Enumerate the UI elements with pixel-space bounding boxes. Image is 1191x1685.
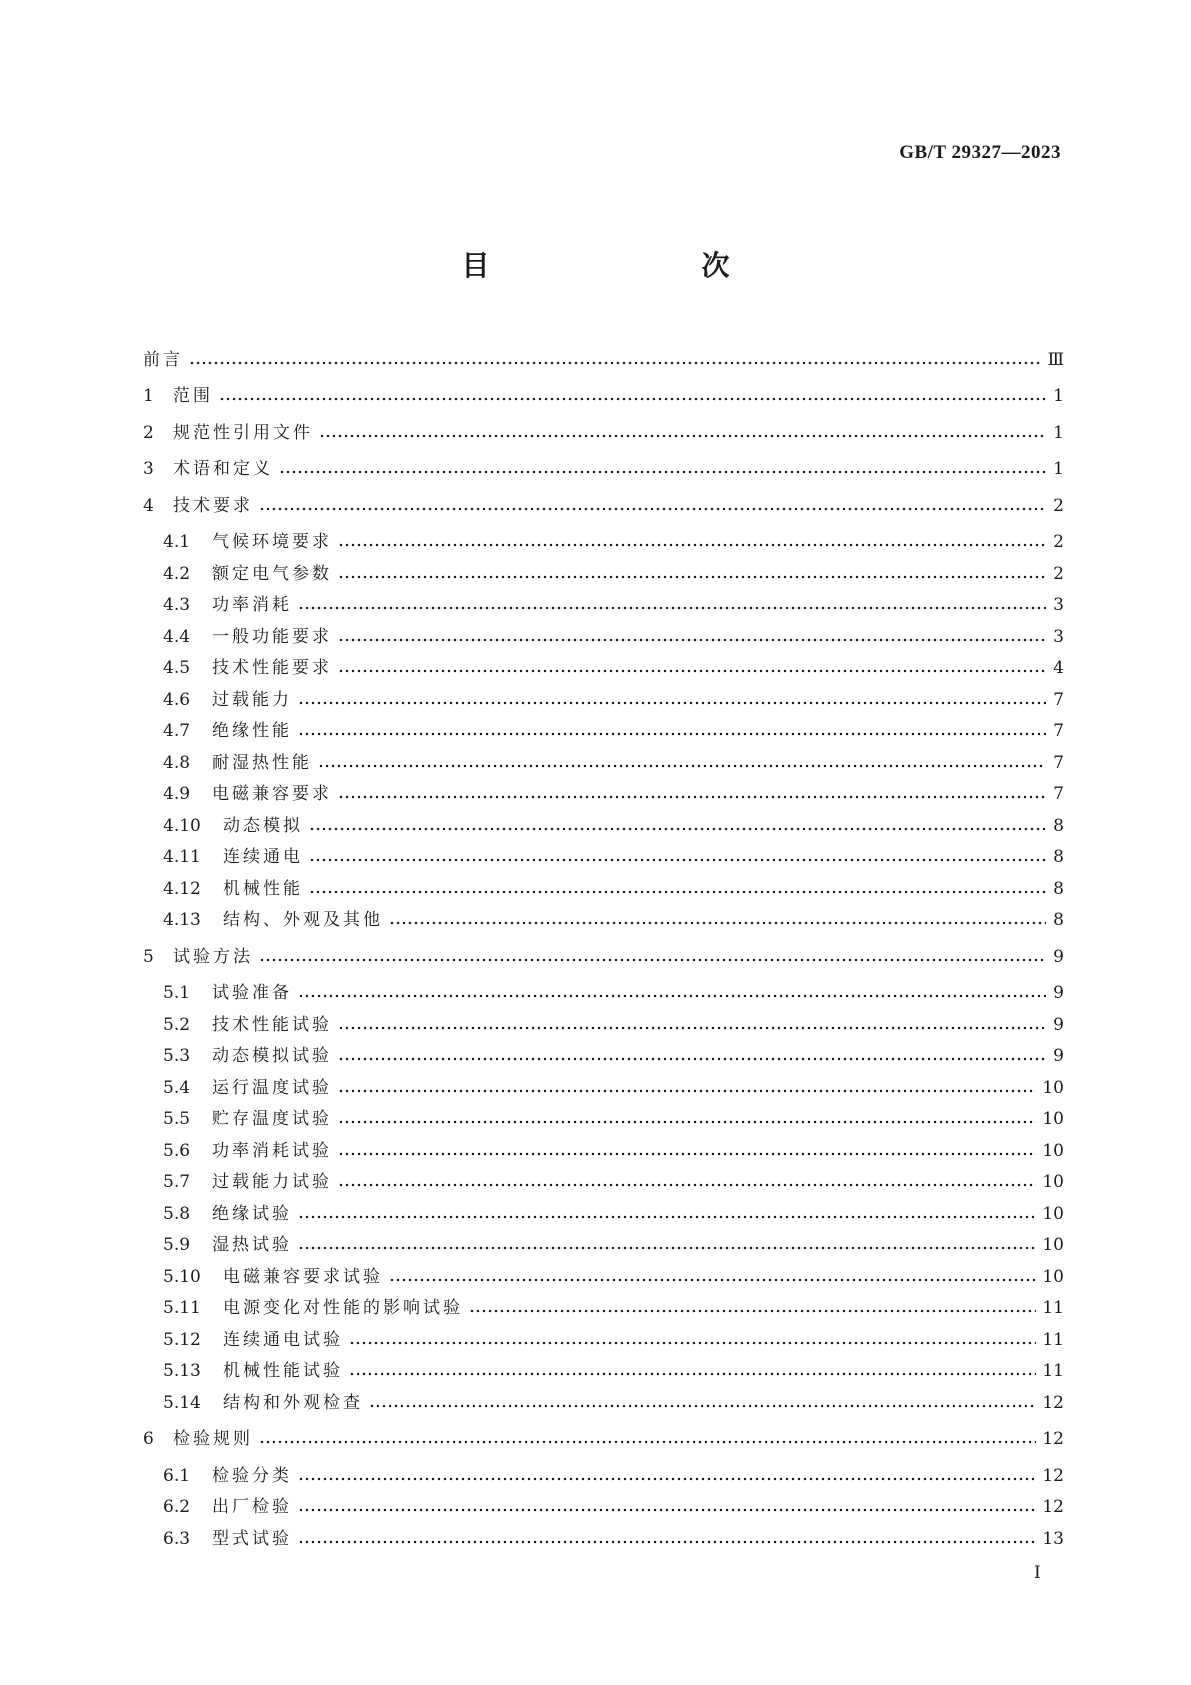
toc-entry[interactable]: [143, 836, 1064, 868]
toc-entry-page: 10: [1042, 1203, 1064, 1224]
toc-entry-number: 5: [143, 946, 154, 967]
toc-entry-title: 动态模拟试验: [212, 1046, 332, 1066]
toc-entry-page: 3: [1053, 595, 1064, 615]
dot-leader: [298, 606, 1046, 610]
toc-entry-number: 5.1: [163, 983, 191, 1003]
toc-entry[interactable]: [143, 1098, 1064, 1130]
toc-entry[interactable]: [143, 1255, 1064, 1287]
toc-entry-number: 4.8: [163, 752, 191, 773]
toc-entry-title: 运行温度试验: [212, 1077, 332, 1098]
toc-list: [143, 338, 1064, 1549]
toc-entry[interactable]: [143, 375, 1064, 407]
toc-title: 目 次: [461, 249, 782, 282]
toc-entry-number: 5.5: [163, 1109, 191, 1129]
toc-entry-number: 6.1: [163, 1465, 191, 1486]
toc-entry-number: 5.12: [163, 1329, 201, 1350]
toc-entry-title: 气候环境要求: [212, 532, 332, 552]
toc-entry-page: 9: [1053, 1046, 1064, 1066]
toc-entry[interactable]: [143, 1035, 1064, 1067]
toc-entry-number: 5.14: [163, 1392, 201, 1413]
dot-leader: [309, 827, 1046, 831]
toc-entry-number: 6.2: [163, 1497, 191, 1517]
toc-entry-page: 3: [1053, 626, 1064, 647]
dot-leader: [338, 1089, 1036, 1093]
toc-entry-number: 3: [143, 459, 154, 479]
toc-entry[interactable]: [143, 552, 1064, 584]
toc-entry[interactable]: [143, 935, 1064, 967]
toc-entry-number: 2: [143, 422, 154, 443]
toc-entry-number: 4.2: [163, 563, 191, 584]
toc-entry[interactable]: [143, 804, 1064, 836]
toc-entry[interactable]: [143, 584, 1064, 616]
toc-entry-page: 7: [1053, 689, 1064, 710]
toc-entry[interactable]: [143, 1418, 1064, 1450]
dot-leader: [338, 638, 1046, 642]
toc-entry[interactable]: [143, 521, 1064, 553]
toc-entry-title: 贮存温度试验: [212, 1109, 332, 1129]
toc-entry-title: 绝缘性能: [212, 721, 292, 741]
toc-entry-page: 10: [1042, 1235, 1064, 1255]
toc-entry-title: 电源变化对性能的影响试验: [223, 1298, 463, 1318]
toc-entry-title: 检验规则: [173, 1429, 253, 1449]
dot-leader: [338, 669, 1046, 673]
toc-entry-title: 前言: [143, 349, 183, 370]
toc-entry-number: 4.12: [163, 878, 201, 899]
toc-entry-number: 6: [143, 1429, 154, 1449]
dot-leader: [349, 1372, 1036, 1376]
dot-leader: [338, 795, 1046, 799]
dot-leader: [189, 361, 1042, 365]
toc-entry[interactable]: [143, 678, 1064, 710]
toc-entry-page: 7: [1053, 752, 1064, 773]
toc-entry-page: 10: [1042, 1140, 1064, 1161]
toc-entry-page: 9: [1053, 946, 1064, 967]
dot-leader: [298, 1477, 1036, 1481]
toc-entry-title: 机械性能试验: [223, 1361, 343, 1381]
toc-entry-number: 5.10: [163, 1266, 201, 1287]
toc-entry-number: 5.6: [163, 1140, 191, 1161]
toc-entry-page: 9: [1053, 1014, 1064, 1035]
page-number: Ⅰ: [1034, 1563, 1041, 1583]
toc-entry[interactable]: [143, 1381, 1064, 1413]
toc-entry[interactable]: [143, 899, 1064, 931]
toc-entry-page: 12: [1042, 1465, 1064, 1486]
dot-leader: [318, 764, 1046, 768]
toc-entry[interactable]: [143, 867, 1064, 899]
toc-entry-page: 10: [1042, 1109, 1064, 1129]
toc-entry-number: 4.1: [163, 532, 191, 552]
toc-entry-page: 8: [1053, 847, 1064, 867]
toc-entry-title: 绝缘试验: [212, 1203, 292, 1224]
toc-entry-page: 12: [1042, 1429, 1064, 1449]
toc-entry-page: 12: [1042, 1392, 1064, 1413]
toc-entry-title: 功率消耗试验: [212, 1140, 332, 1161]
toc-entry-page: Ⅲ: [1047, 349, 1064, 370]
toc-entry-page: 10: [1042, 1077, 1064, 1098]
dot-leader: [338, 1057, 1046, 1061]
dot-leader: [338, 1026, 1046, 1030]
toc-entry-number: 5.4: [163, 1077, 191, 1098]
toc-entry[interactable]: [143, 972, 1064, 1004]
toc-entry-page: 7: [1053, 784, 1064, 804]
toc-entry-page: 2: [1053, 563, 1064, 584]
dot-leader: [349, 1341, 1036, 1345]
toc-entry-title: 耐湿热性能: [212, 752, 312, 773]
toc-entry-page: 12: [1042, 1497, 1064, 1517]
toc-entry-title: 规范性引用文件: [173, 422, 313, 443]
toc-entry-number: 5.9: [163, 1235, 191, 1255]
toc-entry-title: 检验分类: [212, 1465, 292, 1486]
dot-leader: [309, 858, 1046, 862]
toc-entry-number: 4: [143, 495, 154, 516]
toc-entry-title: 术语和定义: [173, 459, 273, 479]
toc-entry-number: 4.13: [163, 910, 201, 930]
dot-leader: [389, 921, 1046, 925]
toc-entry-title: 结构、外观及其他: [223, 910, 383, 930]
toc-entry[interactable]: [143, 1161, 1064, 1193]
toc-entry-page: 1: [1053, 422, 1064, 443]
dot-leader: [298, 1540, 1036, 1544]
toc-entry-page: 9: [1053, 983, 1064, 1003]
toc-entry-title: 湿热试验: [212, 1235, 292, 1255]
toc-entry-title: 技术要求: [173, 495, 253, 516]
toc-entry[interactable]: [143, 647, 1064, 679]
toc-entry-title: 电磁兼容要求: [212, 784, 332, 804]
dot-leader: [338, 1120, 1036, 1124]
toc-entry-page: 8: [1053, 878, 1064, 899]
toc-entry-page: 4: [1053, 658, 1064, 678]
dot-leader: [338, 1152, 1036, 1156]
toc-entry[interactable]: [143, 338, 1064, 370]
standard-code: GB/T 29327—2023: [899, 142, 1061, 163]
toc-entry[interactable]: [143, 411, 1064, 443]
toc-entry-page: 8: [1053, 910, 1064, 930]
dot-leader: [219, 397, 1046, 401]
dot-leader: [389, 1278, 1036, 1282]
toc-entry-page: 10: [1042, 1266, 1064, 1287]
toc-entry-title: 技术性能要求: [212, 658, 332, 678]
toc-entry-title: 出厂检验: [212, 1497, 292, 1517]
toc-entry[interactable]: [143, 1287, 1064, 1319]
dot-leader: [259, 958, 1046, 962]
dot-leader: [298, 994, 1046, 998]
toc-entry-title: 额定电气参数: [212, 563, 332, 584]
toc-entry-page: 11: [1042, 1361, 1064, 1381]
toc-entry[interactable]: [143, 448, 1064, 480]
toc-entry-page: 2: [1053, 495, 1064, 516]
toc-entry-page: 11: [1042, 1329, 1064, 1350]
toc-entry-title: 功率消耗: [212, 595, 292, 615]
toc-entry-number: 4.4: [163, 626, 191, 647]
toc-entry-title: 结构和外观检查: [223, 1392, 363, 1413]
toc-entry-title: 电磁兼容要求试验: [223, 1266, 383, 1287]
toc-entry-number: 4.7: [163, 721, 191, 741]
toc-entry-title: 过载能力: [212, 689, 292, 710]
toc-entry-title: 动态模拟: [223, 815, 303, 836]
dot-leader: [298, 1246, 1036, 1250]
dot-leader: [298, 732, 1046, 736]
toc-entry-number: 4.11: [163, 847, 201, 867]
toc-entry-page: 1: [1053, 386, 1064, 406]
toc-entry-title: 型式试验: [212, 1528, 292, 1549]
toc-entry-page: 8: [1053, 815, 1064, 836]
dot-leader: [298, 1508, 1036, 1512]
toc-entry-title: 连续通电: [223, 847, 303, 867]
toc-entry-title: 一般功能要求: [212, 626, 332, 647]
dot-leader: [279, 470, 1046, 474]
dot-leader: [369, 1404, 1036, 1408]
toc-entry-number: 5.7: [163, 1172, 191, 1192]
toc-entry-number: 5.13: [163, 1361, 201, 1381]
dot-leader: [309, 890, 1046, 894]
toc-entry[interactable]: [143, 615, 1064, 647]
toc-entry-title: 连续通电试验: [223, 1329, 343, 1350]
toc-entry[interactable]: [143, 1454, 1064, 1486]
toc-entry[interactable]: [143, 1350, 1064, 1382]
dot-leader: [338, 1183, 1036, 1187]
toc-entry-number: 5.11: [163, 1298, 201, 1318]
toc-entry[interactable]: [143, 773, 1064, 805]
dot-leader: [298, 701, 1046, 705]
toc-entry-number: 5.2: [163, 1014, 191, 1035]
dot-leader: [319, 434, 1046, 438]
toc-entry-number: 5.8: [163, 1203, 191, 1224]
toc-entry-page: 2: [1053, 532, 1064, 552]
toc-entry-number: 4.5: [163, 658, 191, 678]
toc-entry[interactable]: [143, 1192, 1064, 1224]
toc-entry-page: 13: [1042, 1528, 1064, 1549]
toc-entry-page: 10: [1042, 1172, 1064, 1192]
toc-entry-title: 技术性能试验: [212, 1014, 332, 1035]
dot-leader: [259, 507, 1046, 511]
toc-entry[interactable]: [143, 1486, 1064, 1518]
toc-entry[interactable]: [143, 741, 1064, 773]
toc-entry[interactable]: [143, 1224, 1064, 1256]
toc-entry[interactable]: [143, 1066, 1064, 1098]
toc-entry-title: 试验准备: [212, 983, 292, 1003]
toc-entry-number: 4.6: [163, 689, 191, 710]
toc-entry-number: 4.3: [163, 595, 191, 615]
toc-entry[interactable]: [143, 710, 1064, 742]
toc-entry-number: 5.3: [163, 1046, 191, 1066]
toc-entry-page: 7: [1053, 721, 1064, 741]
toc-entry-title: 试验方法: [173, 946, 253, 967]
toc-entry-page: 11: [1042, 1298, 1064, 1318]
dot-leader: [298, 1215, 1036, 1219]
toc-entry-number: 4.10: [163, 815, 201, 836]
dot-leader: [338, 543, 1046, 547]
toc-entry-number: 4.9: [163, 784, 191, 804]
dot-leader: [338, 575, 1046, 579]
toc-entry-page: 1: [1053, 459, 1064, 479]
toc-entry-title: 范围: [173, 386, 213, 406]
toc-entry-number: 6.3: [163, 1528, 191, 1549]
dot-leader: [469, 1309, 1036, 1313]
toc-entry-title: 机械性能: [223, 878, 303, 899]
toc-entry[interactable]: [143, 1129, 1064, 1161]
dot-leader: [259, 1440, 1036, 1444]
toc-entry[interactable]: [143, 1318, 1064, 1350]
toc-entry[interactable]: [143, 1003, 1064, 1035]
toc-entry-title: 过载能力试验: [212, 1172, 332, 1192]
toc-entry-number: 1: [143, 386, 154, 406]
toc-entry[interactable]: [143, 484, 1064, 516]
toc-entry[interactable]: [143, 1517, 1064, 1549]
